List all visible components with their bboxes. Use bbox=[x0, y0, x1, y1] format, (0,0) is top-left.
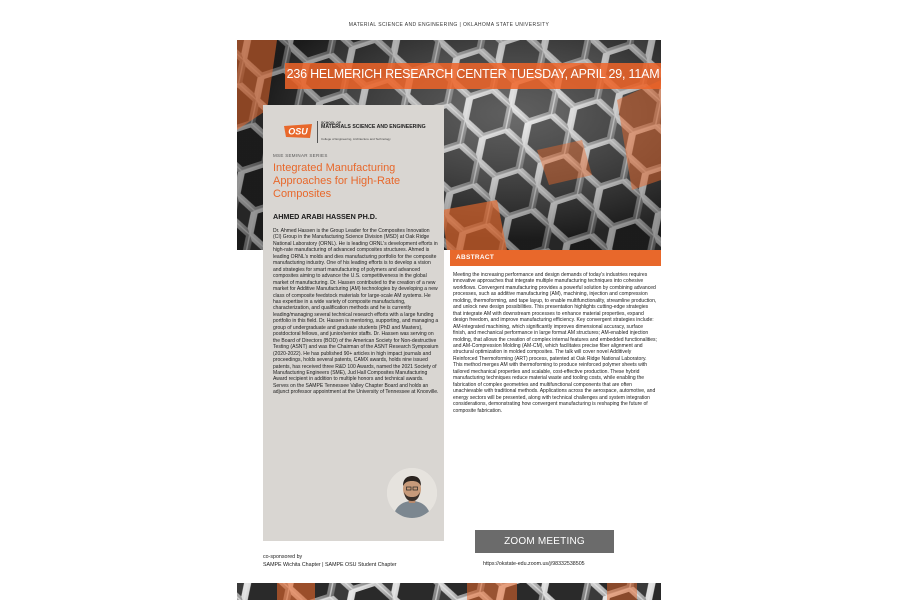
event-location-time: 236 HELMERICH RESEARCH CENTER TUESDAY, APRIL 29, 11AM bbox=[286, 67, 660, 81]
cosponsor-names: SAMPE Wichita Chapter | SAMPE OSU Student Chapter bbox=[263, 562, 397, 568]
bottom-lattice-strip bbox=[237, 583, 661, 600]
speaker-bio: Dr. Ahmed Hassen is the Group Leader for the Composites Innovation (CI) Group in the Manufacturing Science Division (MSD) at Oak Ridge National Laboratory (ORNL). He is leading ORNL's development efforts in high-rate manufacturing of advanced composites structures. Ahmed is leading ORNL's molds and dies manufacturing portfolio for the composite manufacturing industry. One of his leading efforts is to develop a vision and strategies for smart manufacturing of polymers and advanced composites aiming to advance the U.S. competitiveness in the global market of manufacturing. Dr. Hassen contributed to the creation of a new market for Additive Manufacturing (AM) technologies by developing a new class of composite feedstock materials for large-scale AM systems. He has expertise in a wide variety of composite manufacturing, characterization, and qualification methods and he is currently leading/managing several technical research efforts with a large funding portfolio in this field. Dr. Hassen is mentoring, supporting, and managing a group of undergraduate and graduate students (PhD and Masters), postdoctoral fellows, and junior/senior staffs. Dr. Hassen was serving on the Board of Directors (BOD) of the American Society for Non-destructive Testing (ASNT) and was the Chairman of the ASNT Research Symposium (2020-2022). He has published 90+ articles in high impact journals and proceedings, holds several patents, CAMX awards, holds nine issued patents, has received three R&D 100 Awards, named the 2021 Society of Manufacturing Engineers (SME), Jud Hall Composites Manufacturing Award recipient in addition to multiple honors and technical awards. Serves on the SAMPE Tennessee Valley Chapter Board and holds an adjunct professor appointment at the University of Tennessee at Knoxville. bbox=[273, 228, 439, 396]
bottom-lattice-graphic bbox=[237, 583, 661, 600]
speaker-name: AHMED ARABI HASSEN PH.D. bbox=[273, 212, 377, 221]
talk-title: Integrated Manufacturing Approaches for High-Rate Composites bbox=[273, 162, 401, 200]
abstract-label: ABSTRACT bbox=[456, 254, 495, 261]
logo-school-name: MATERIALS SCIENCE AND ENGINEERING bbox=[321, 124, 426, 130]
department-header: MATERIAL SCIENCE AND ENGINEERING | OKLAHOMA STATE UNIVERSITY bbox=[348, 22, 550, 28]
zoom-meeting-button[interactable]: ZOOM MEETING bbox=[475, 530, 614, 553]
cosponsor-label: co-sponsored by bbox=[263, 554, 303, 560]
abstract-text: Meeting the increasing performance and design demands of today's industries requires innovative approaches that integrate multiple manufacturing techniques into cohesive workflows. Convergent manufacturing provides a powerful solution by combining advanced processes, such as additive manufacturing (AM), machining, injection and compression molding, thermoforming, and tape layup, to enable multifunctionality, streamline production, and unlock new design possibilities. This presentation highlights cutting-edge strategies that integrate AM with downstream processes to enhance material properties, expand design freedom, and improve manufacturing efficiency. Key convergent strategies include: AM-integrated machining, which significantly improves dimensional accuracy, surface finish, and mechanical performance in large format AM structures; AM-enabled injection molding, that allows the creation of complex internal features and embedded functionalities; and AM-Compression Molding (AM-CM), which facilitates precise fiber alignment and structural optimization in molded composites. The talk will cover novel Additively Reinforced Thermoforming (ART) process, patented at Oak Ridge National Laboratory. This method merges AM with thermoforming to produce reinforced polymer sheets with tailored mechanical properties and scalable, cost-effective production. These hybrid manufacturing techniques reduce material waste and tooling costs, while enabling the fabrication of complex geometries and multifunctional components that are often unachievable with traditional methods. Applications across the aerospace, automotive, and energy sectors will be presented, along with technical challenges and system integration considerations, demonstrating how convergent manufacturing is reshaping the future of composite fabrication. bbox=[453, 272, 657, 414]
logo-divider bbox=[317, 121, 318, 143]
speaker-portrait-icon bbox=[387, 468, 437, 518]
speaker-photo bbox=[387, 468, 437, 518]
osu-logo-text: OSU bbox=[288, 126, 308, 137]
seminar-poster bbox=[237, 0, 661, 600]
logo-school-of: SCHOOL OF bbox=[321, 121, 342, 125]
osu-logo-icon bbox=[283, 123, 313, 139]
school-logo bbox=[283, 120, 433, 144]
seminar-series-label: MSE SEMINAR SERIES bbox=[273, 153, 328, 158]
zoom-meeting-link[interactable]: https://okstate-edu.zoom.us/j/98332538505 bbox=[483, 561, 585, 567]
logo-college: College of Engineering, Architecture and Technology bbox=[321, 137, 391, 141]
